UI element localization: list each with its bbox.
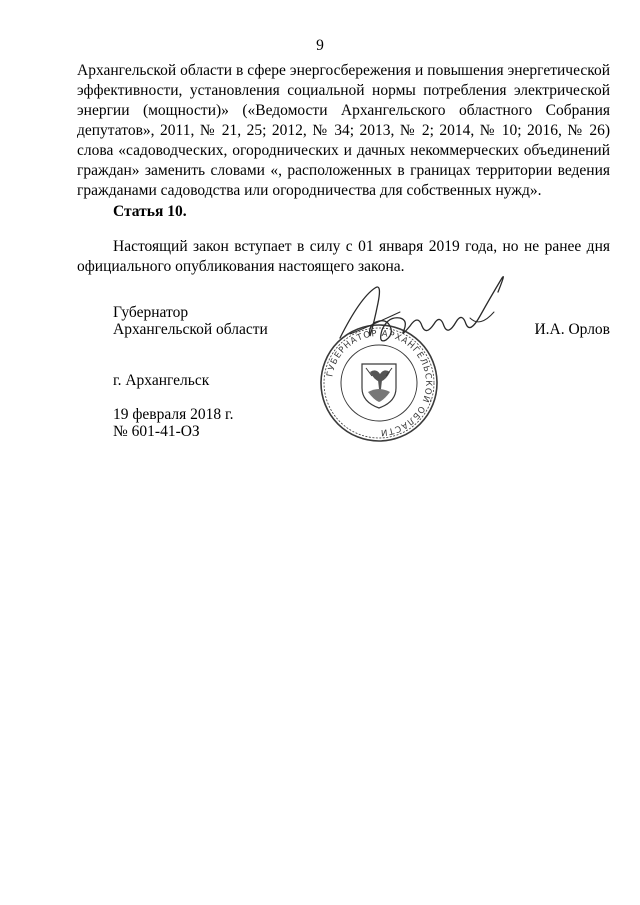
- seal-text: ГУБЕРНАТОР АРХАНГЕЛЬСКОЙ ОБЛАСТИ: [325, 328, 434, 438]
- page-number: 9: [316, 37, 324, 54]
- signer-title-line-1: Губернатор: [113, 304, 189, 321]
- article-heading: Статья 10.: [113, 203, 187, 220]
- handwritten-signature: [330, 268, 520, 358]
- date: 19 февраля 2018 г.: [113, 406, 234, 423]
- body-paragraph-1: Архангельской области в сфере энергосбережения и повышения энергетической эффективности, установления социальной нормы потребления электрической энергии (мощности)» («Ведомости Архангельского областного Собрания депутатов», 2011, № 21, 25; 2012, № 34; 2013, № 2; 2014, № 10; 2016, № 26) слова «садоводческих, огороднических и дачных некоммерческих объединений граждан» заменить словами «, расположенных в границах территории ведения гражданами садоводства или огородничества для собственных нужд».: [77, 62, 610, 199]
- coat-of-arms-icon: [362, 364, 396, 408]
- body-paragraph-2: Настоящий закон вступает в силу с 01 января 2019 года, но не ранее дня официального опубликования настоящего закона.: [77, 238, 610, 275]
- signer-name: И.А. Орлов: [534, 321, 610, 338]
- place: г. Архангельск: [113, 372, 210, 389]
- signer-title-line-2: Архангельской области: [113, 321, 268, 338]
- law-number: № 601-41-ОЗ: [113, 423, 200, 440]
